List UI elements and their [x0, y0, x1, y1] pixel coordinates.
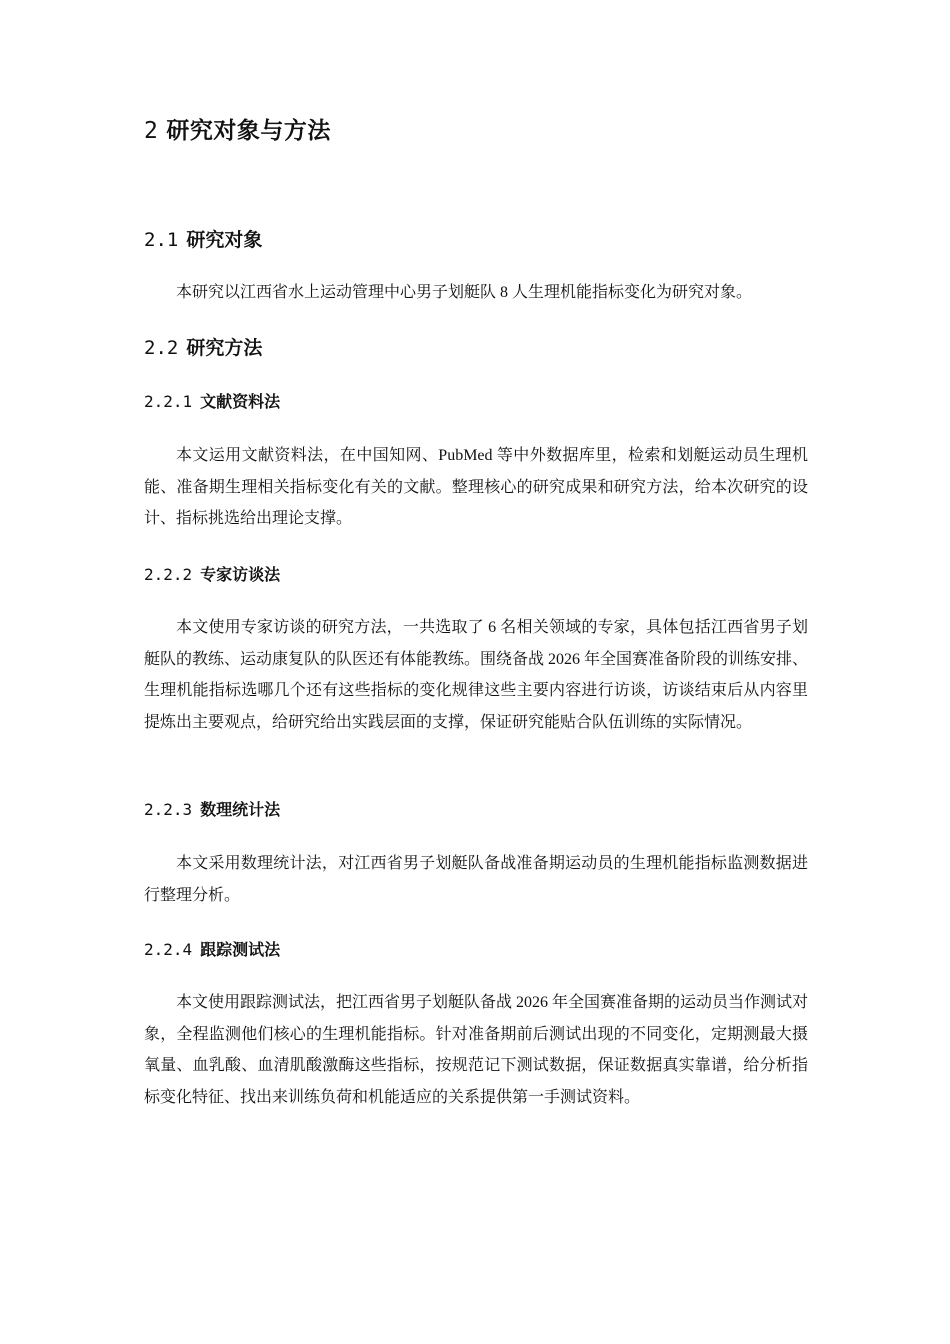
section-heading-2: [144, 116, 808, 146]
section-number: 2: [144, 118, 159, 144]
section-heading-2-1: [144, 227, 808, 253]
section-heading-2-2-2: [144, 564, 808, 586]
paragraph-tracking-test-method: 本文使用跟踪测试法，把江西省男子划艇队备战 2026 年全国赛准备期的运动员当作测试对象，全程监测他们核心的生理机能指标。针对准备期前后测试出现的不同变化，定期测最大摄氧量、血乳酸、血清肌酸激酶这些指标，按规范记下测试数据，保证数据真实靠谱，给分析指标变化特征、找出来训练负荷和机能适应的关系提供第一手测试资料。: [144, 994, 809, 1106]
paragraph-research-subject: 本研究以江西省水上运动管理中心男子划艇队 8 人生理机能指标变化为研究对象。: [176, 284, 753, 301]
paragraph-expert-interview-method: 本文使用专家访谈的研究方法，一共选取了 6 名相关领域的专家，具体包括江西省男子划艇队的教练、运动康复队的队医还有体能教练。围绕备战 2026 年全国赛准备阶段的训练安排、生理机能指标选哪几个还有这些指标的变化规律这些主要内容进行访谈，访谈结束后从内容里提炼出主要观点，给研究给出实践层面的支撑，保证研究能贴合队伍训练的实际情况。: [144, 619, 809, 731]
section-number: 2.2.2: [144, 565, 193, 584]
section-title: 研究方法: [186, 337, 263, 359]
section-heading-2-2-1: [144, 391, 808, 413]
section-title: 研究对象: [186, 229, 263, 251]
section-number: 2.1: [144, 229, 179, 251]
section-number: 2.2.1: [144, 392, 193, 411]
section-number: 2.2: [144, 337, 179, 359]
section-number: 2.2.4: [144, 940, 193, 959]
section-heading-2-2: [144, 335, 808, 361]
section-title: 数理统计法: [200, 800, 281, 819]
section-title: 研究对象与方法: [166, 118, 331, 144]
section-heading-2-2-3: [144, 799, 808, 821]
section-title: 跟踪测试法: [200, 940, 281, 959]
paragraph-statistics-method: 本文采用数理统计法，对江西省男子划艇队备战准备期运动员的生理机能指标监测数据进行整理分析。: [144, 855, 808, 904]
section-title: 文献资料法: [200, 392, 281, 411]
section-heading-2-2-4: [144, 939, 808, 961]
paragraph-literature-method: 本文运用文献资料法，在中国知网、PubMed 等中外数据库里，检索和划艇运动员生理机能、准备期生理相关指标变化有关的文献。整理核心的研究成果和研究方法，给本次研究的设计、指标挑选给出理论支撑。: [144, 447, 808, 527]
section-number: 2.2.3: [144, 800, 193, 819]
section-title: 专家访谈法: [200, 565, 281, 584]
